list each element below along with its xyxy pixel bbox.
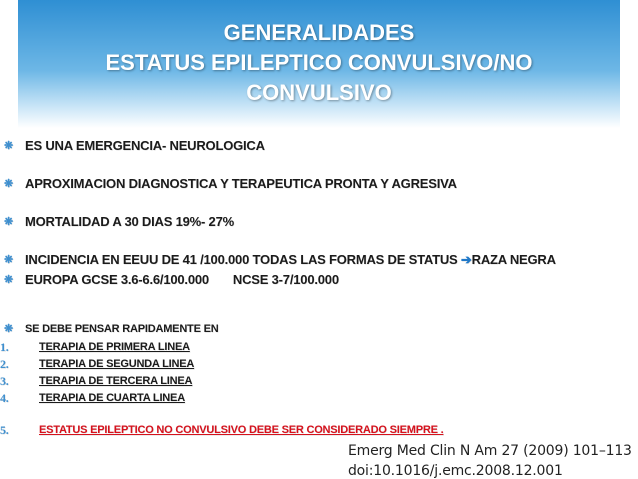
- bullet-incidence: [0, 251, 638, 269]
- europe-gcse: EUROPA GCSE 3.6-6.6/100.000: [25, 272, 209, 287]
- item-number: 5.: [0, 423, 9, 437]
- bullet-think-fast: [0, 321, 638, 337]
- bullet-marker-icon: ❋: [4, 323, 14, 335]
- numbered-item: [0, 422, 638, 438]
- citation: [348, 441, 638, 479]
- bullet-marker-icon: ❋: [4, 216, 14, 228]
- bullet-marker-icon: ❋: [4, 274, 14, 286]
- title-line-2: ESTATUS EPILEPTICO CONVULSIVO/NO: [105, 50, 533, 75]
- item-number: 3.: [0, 374, 9, 388]
- item-text: TERAPIA DE CUARTA LINEA: [39, 392, 185, 404]
- title-line-1: GENERALIDADES: [223, 20, 415, 45]
- bullet-emergency: [0, 137, 638, 155]
- citation-journal: Emerg Med Clin N Am 27 (2009) 101–113: [348, 443, 632, 459]
- item-text: TERAPIA DE TERCERA LINEA: [39, 375, 193, 387]
- europe-ncse: NCSE 3-7/100.000: [232, 272, 339, 287]
- item-text: ESTATUS EPILEPTICO NO CONVULSIVO DEBE SER CONSIDERADO SIEMPRE .: [39, 424, 444, 436]
- bullet-text: SE DEBE PENSAR RAPIDAMENTE EN: [25, 323, 219, 335]
- bullet-text: [25, 271, 339, 289]
- numbered-item: [0, 373, 638, 389]
- incidence-text: INCIDENCIA EN EEUU DE 41 /100.000 TODAS LAS FORMAS DE STATUS: [25, 252, 461, 267]
- bullet-text: MORTALIDAD A 30 DIAS 19%- 27%: [25, 214, 234, 229]
- numbered-item: [0, 390, 638, 406]
- numbered-item: [0, 356, 638, 372]
- bullet-europe: [0, 271, 638, 289]
- bullet-marker-icon: ❋: [4, 178, 14, 190]
- bullet-text: [25, 251, 556, 269]
- item-text: TERAPIA DE SEGUNDA LINEA: [39, 358, 195, 370]
- item-number: 4.: [0, 391, 9, 405]
- bullet-mortality: [0, 213, 638, 231]
- bullet-marker-icon: ❋: [4, 254, 14, 266]
- numbered-item: [0, 339, 638, 355]
- bullet-approach: [0, 175, 638, 193]
- bullet-text: ES UNA EMERGENCIA- NEUROLOGICA: [25, 138, 265, 153]
- item-number: 1.: [0, 340, 9, 354]
- bullet-marker-icon: ❋: [4, 140, 14, 152]
- incidence-tail: RAZA NEGRA: [471, 252, 556, 267]
- bullet-text: APROXIMACION DIAGNOSTICA Y TERAPEUTICA PRONTA Y AGRESIVA: [25, 176, 457, 191]
- item-number: 2.: [0, 357, 9, 371]
- item-text: TERAPIA DE PRIMERA LINEA: [39, 341, 190, 353]
- title-line-3: CONVULSIVO: [246, 80, 392, 105]
- right-arrow-icon: ➔: [460, 252, 472, 267]
- citation-doi: doi:10.1016/j.emc.2008.12.001: [348, 463, 563, 479]
